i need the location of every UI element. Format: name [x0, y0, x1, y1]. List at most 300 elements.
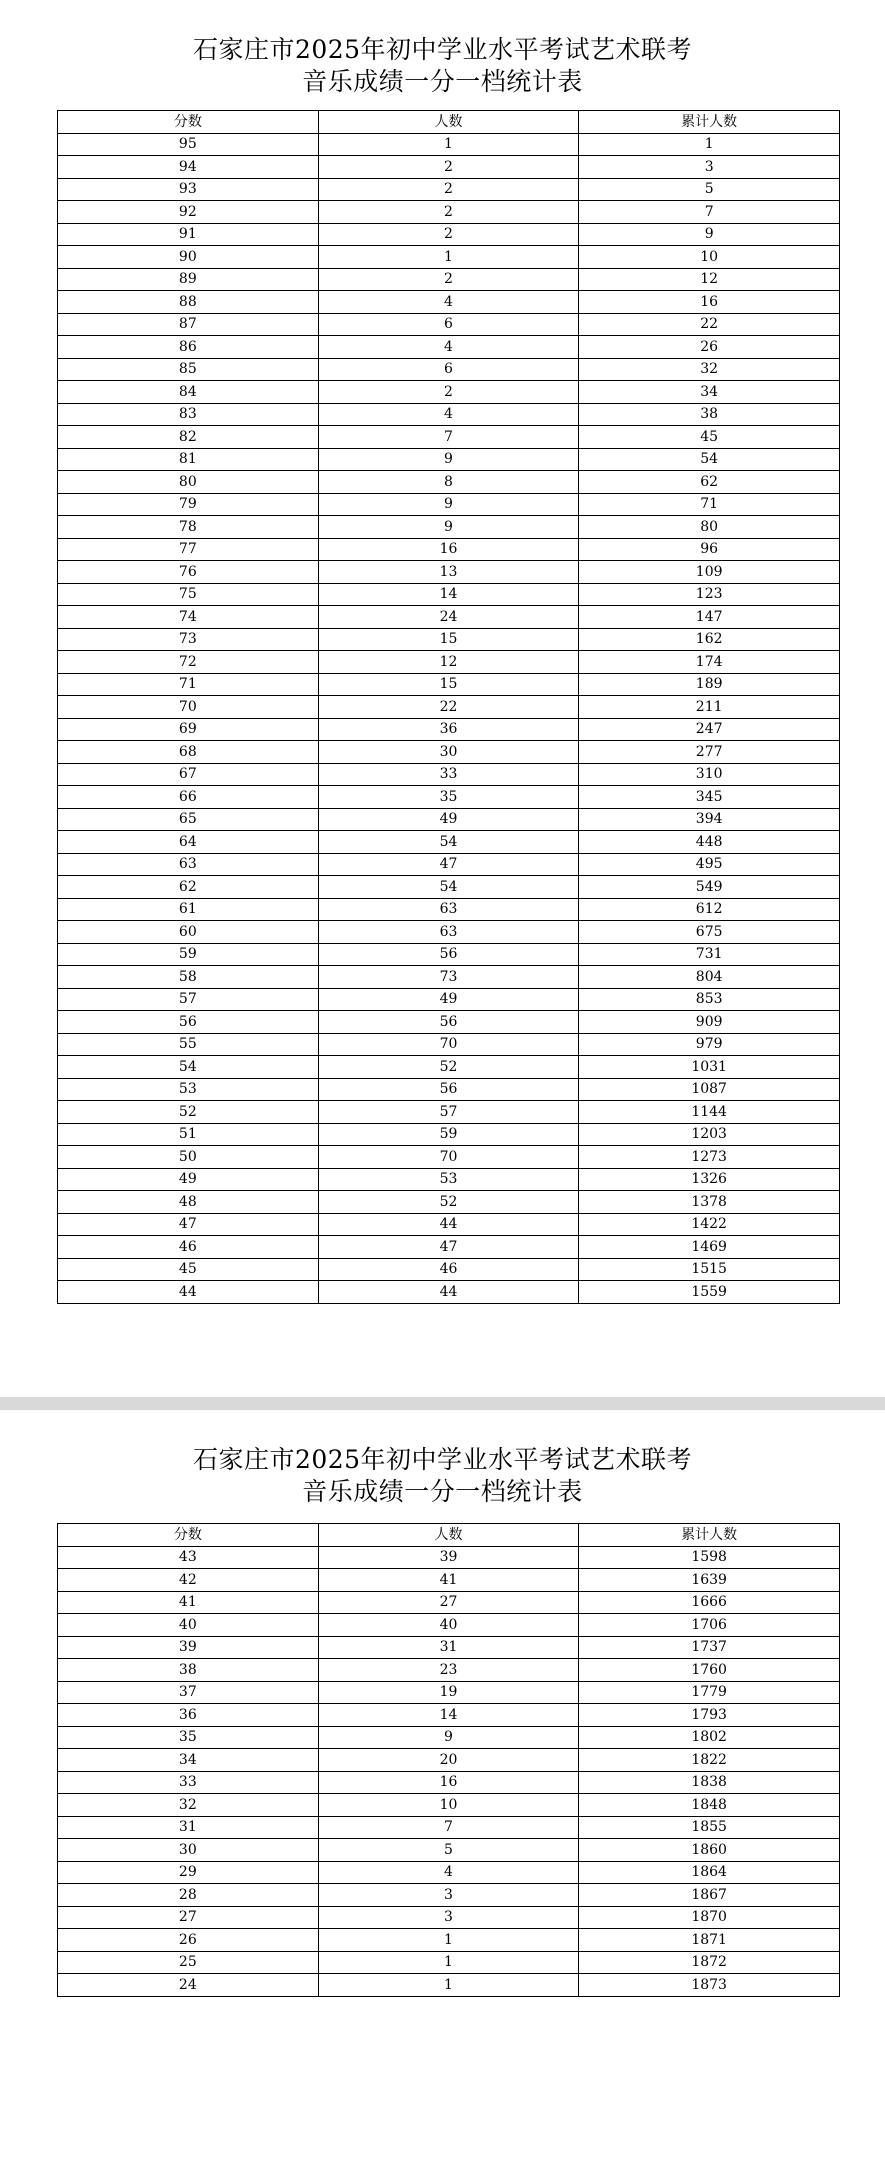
score-cell: 61 — [58, 898, 319, 921]
table-row — [58, 156, 840, 179]
cumulative-cell: 1864 — [579, 1861, 840, 1884]
cumulative-cell: 80 — [579, 516, 840, 539]
count-cell: 49 — [318, 808, 579, 831]
score-table — [57, 110, 840, 1304]
cumulative-cell: 1873 — [579, 1974, 840, 1997]
table-row — [58, 966, 840, 989]
count-cell: 54 — [318, 876, 579, 899]
count-cell: 14 — [318, 583, 579, 606]
cumulative-cell: 10 — [579, 246, 840, 269]
score-cell: 30 — [58, 1839, 319, 1862]
score-cell: 68 — [58, 741, 319, 764]
count-cell: 30 — [318, 741, 579, 764]
cumulative-cell: 147 — [579, 606, 840, 629]
count-cell: 7 — [318, 1816, 579, 1839]
cumulative-cell: 1867 — [579, 1884, 840, 1907]
table-row — [58, 1123, 840, 1146]
score-cell: 93 — [58, 178, 319, 201]
count-cell: 70 — [318, 1146, 579, 1169]
table-row — [58, 831, 840, 854]
cumulative-cell: 549 — [579, 876, 840, 899]
cumulative-cell: 804 — [579, 966, 840, 989]
score-cell: 58 — [58, 966, 319, 989]
count-cell: 57 — [318, 1101, 579, 1124]
count-cell: 20 — [318, 1749, 579, 1772]
score-cell: 75 — [58, 583, 319, 606]
score-cell: 35 — [58, 1726, 319, 1749]
cumulative-cell: 1031 — [579, 1056, 840, 1079]
table-row — [58, 381, 840, 404]
cumulative-cell: 1870 — [579, 1906, 840, 1929]
table-row — [58, 606, 840, 629]
page-title — [0, 34, 885, 98]
title-line-2: 音乐成绩一分一档统计表 — [302, 1477, 583, 1506]
table-row — [58, 1951, 840, 1974]
count-cell: 47 — [318, 853, 579, 876]
page-2 — [0, 1410, 885, 2182]
cumulative-cell: 174 — [579, 651, 840, 674]
count-cell: 52 — [318, 1191, 579, 1214]
table-row — [58, 1704, 840, 1727]
count-cell: 2 — [318, 201, 579, 224]
table-row — [58, 358, 840, 381]
score-cell: 90 — [58, 246, 319, 269]
table-row — [58, 696, 840, 719]
table-row — [58, 651, 840, 674]
score-cell: 85 — [58, 358, 319, 381]
count-cell: 63 — [318, 898, 579, 921]
cumulative-cell: 71 — [579, 493, 840, 516]
score-table — [57, 1523, 840, 1997]
cumulative-cell: 211 — [579, 696, 840, 719]
count-cell: 1 — [318, 246, 579, 269]
cumulative-cell: 1822 — [579, 1749, 840, 1772]
cumulative-cell: 1666 — [579, 1591, 840, 1614]
cumulative-cell: 1855 — [579, 1816, 840, 1839]
score-cell: 44 — [58, 1281, 319, 1304]
cumulative-cell: 9 — [579, 223, 840, 246]
count-cell: 22 — [318, 696, 579, 719]
header-cumulative: 累计人数 — [579, 111, 840, 134]
table-row — [58, 1078, 840, 1101]
table-row — [58, 561, 840, 584]
table-row — [58, 786, 840, 809]
score-cell: 48 — [58, 1191, 319, 1214]
count-cell: 4 — [318, 1861, 579, 1884]
cumulative-cell: 310 — [579, 763, 840, 786]
table-row — [58, 1258, 840, 1281]
score-cell: 45 — [58, 1258, 319, 1281]
count-cell: 73 — [318, 966, 579, 989]
cumulative-cell: 5 — [579, 178, 840, 201]
count-cell: 16 — [318, 538, 579, 561]
table-row — [58, 1884, 840, 1907]
score-cell: 39 — [58, 1636, 319, 1659]
count-cell: 9 — [318, 493, 579, 516]
header-score: 分数 — [58, 1524, 319, 1547]
table-row — [58, 336, 840, 359]
score-cell: 63 — [58, 853, 319, 876]
count-cell: 13 — [318, 561, 579, 584]
score-cell: 70 — [58, 696, 319, 719]
cumulative-cell: 62 — [579, 471, 840, 494]
count-cell: 7 — [318, 426, 579, 449]
table-row — [58, 1213, 840, 1236]
cumulative-cell: 1760 — [579, 1659, 840, 1682]
count-cell: 14 — [318, 1704, 579, 1727]
cumulative-cell: 1639 — [579, 1569, 840, 1592]
cumulative-cell: 1378 — [579, 1191, 840, 1214]
table-row — [58, 1861, 840, 1884]
cumulative-cell: 1793 — [579, 1704, 840, 1727]
score-cell: 74 — [58, 606, 319, 629]
table-row — [58, 1281, 840, 1304]
score-cell: 81 — [58, 448, 319, 471]
count-cell: 31 — [318, 1636, 579, 1659]
table-row — [58, 763, 840, 786]
table-row — [58, 1569, 840, 1592]
score-cell: 50 — [58, 1146, 319, 1169]
cumulative-cell: 448 — [579, 831, 840, 854]
cumulative-cell: 7 — [579, 201, 840, 224]
score-cell: 79 — [58, 493, 319, 516]
score-cell: 64 — [58, 831, 319, 854]
cumulative-cell: 1737 — [579, 1636, 840, 1659]
count-cell: 4 — [318, 403, 579, 426]
score-cell: 95 — [58, 133, 319, 156]
cumulative-cell: 1469 — [579, 1236, 840, 1259]
table-row — [58, 921, 840, 944]
count-cell: 9 — [318, 1726, 579, 1749]
score-cell: 94 — [58, 156, 319, 179]
score-cell: 71 — [58, 673, 319, 696]
cumulative-cell: 277 — [579, 741, 840, 764]
score-cell: 65 — [58, 808, 319, 831]
cumulative-cell: 1872 — [579, 1951, 840, 1974]
table-row — [58, 1056, 840, 1079]
cumulative-cell: 1087 — [579, 1078, 840, 1101]
count-cell: 1 — [318, 1929, 579, 1952]
count-cell: 47 — [318, 1236, 579, 1259]
cumulative-cell: 612 — [579, 898, 840, 921]
cumulative-cell: 109 — [579, 561, 840, 584]
cumulative-cell: 12 — [579, 268, 840, 291]
table-row — [58, 538, 840, 561]
count-cell: 35 — [318, 786, 579, 809]
cumulative-cell: 1848 — [579, 1794, 840, 1817]
score-cell: 72 — [58, 651, 319, 674]
count-cell: 16 — [318, 1771, 579, 1794]
score-cell: 54 — [58, 1056, 319, 1079]
count-cell: 23 — [318, 1659, 579, 1682]
cumulative-cell: 345 — [579, 786, 840, 809]
cumulative-cell: 1838 — [579, 1771, 840, 1794]
cumulative-cell: 1203 — [579, 1123, 840, 1146]
cumulative-cell: 1422 — [579, 1213, 840, 1236]
score-cell: 36 — [58, 1704, 319, 1727]
table-row — [58, 583, 840, 606]
count-cell: 1 — [318, 1974, 579, 1997]
score-cell: 28 — [58, 1884, 319, 1907]
header-row — [58, 1524, 840, 1547]
cumulative-cell: 22 — [579, 313, 840, 336]
table-row — [58, 1146, 840, 1169]
table-row — [58, 943, 840, 966]
cumulative-cell: 16 — [579, 291, 840, 314]
score-cell: 86 — [58, 336, 319, 359]
table-row — [58, 313, 840, 336]
table-row — [58, 1614, 840, 1637]
table-row — [58, 853, 840, 876]
table-row — [58, 403, 840, 426]
score-cell: 78 — [58, 516, 319, 539]
score-cell: 40 — [58, 1614, 319, 1637]
cumulative-cell: 1860 — [579, 1839, 840, 1862]
count-cell: 3 — [318, 1906, 579, 1929]
cumulative-cell: 1598 — [579, 1546, 840, 1569]
table-row — [58, 1906, 840, 1929]
count-cell: 6 — [318, 358, 579, 381]
cumulative-cell: 26 — [579, 336, 840, 359]
count-cell: 24 — [318, 606, 579, 629]
score-cell: 47 — [58, 1213, 319, 1236]
score-cell: 76 — [58, 561, 319, 584]
cumulative-cell: 162 — [579, 628, 840, 651]
header-score: 分数 — [58, 111, 319, 134]
score-cell: 80 — [58, 471, 319, 494]
table-row — [58, 1659, 840, 1682]
score-cell: 59 — [58, 943, 319, 966]
count-cell: 49 — [318, 988, 579, 1011]
score-cell: 32 — [58, 1794, 319, 1817]
table-row — [58, 1929, 840, 1952]
count-cell: 19 — [318, 1681, 579, 1704]
count-cell: 12 — [318, 651, 579, 674]
count-cell: 2 — [318, 381, 579, 404]
count-cell: 8 — [318, 471, 579, 494]
table-row — [58, 1771, 840, 1794]
score-cell: 57 — [58, 988, 319, 1011]
cumulative-cell: 34 — [579, 381, 840, 404]
count-cell: 53 — [318, 1168, 579, 1191]
table-row — [58, 1839, 840, 1862]
table-row — [58, 223, 840, 246]
table-row — [58, 1546, 840, 1569]
cumulative-cell: 394 — [579, 808, 840, 831]
score-cell: 42 — [58, 1569, 319, 1592]
score-cell: 37 — [58, 1681, 319, 1704]
cumulative-cell: 853 — [579, 988, 840, 1011]
count-cell: 3 — [318, 1884, 579, 1907]
title-line-1: 石家庄市2025年初中学业水平考试艺术联考 — [192, 1445, 693, 1474]
count-cell: 6 — [318, 313, 579, 336]
table-row — [58, 291, 840, 314]
count-cell: 41 — [318, 1569, 579, 1592]
table-row — [58, 1236, 840, 1259]
count-cell: 63 — [318, 921, 579, 944]
cumulative-cell: 247 — [579, 718, 840, 741]
count-cell: 9 — [318, 516, 579, 539]
title-line-1: 石家庄市2025年初中学业水平考试艺术联考 — [192, 35, 693, 64]
table-row — [58, 1816, 840, 1839]
count-cell: 9 — [318, 448, 579, 471]
score-cell: 38 — [58, 1659, 319, 1682]
score-cell: 89 — [58, 268, 319, 291]
count-cell: 40 — [318, 1614, 579, 1637]
table-row — [58, 493, 840, 516]
score-cell: 41 — [58, 1591, 319, 1614]
count-cell: 4 — [318, 291, 579, 314]
cumulative-cell: 1559 — [579, 1281, 840, 1304]
table-row — [58, 516, 840, 539]
table-row — [58, 628, 840, 651]
count-cell: 5 — [318, 1839, 579, 1862]
count-cell: 2 — [318, 268, 579, 291]
table-row — [58, 426, 840, 449]
score-cell: 52 — [58, 1101, 319, 1124]
score-cell: 83 — [58, 403, 319, 426]
table-row — [58, 1726, 840, 1749]
score-cell: 43 — [58, 1546, 319, 1569]
cumulative-cell: 1273 — [579, 1146, 840, 1169]
count-cell: 2 — [318, 223, 579, 246]
cumulative-cell: 123 — [579, 583, 840, 606]
score-cell: 24 — [58, 1974, 319, 1997]
count-cell: 27 — [318, 1591, 579, 1614]
table-row — [58, 1033, 840, 1056]
count-cell: 15 — [318, 628, 579, 651]
table-row — [58, 201, 840, 224]
cumulative-cell: 1144 — [579, 1101, 840, 1124]
count-cell: 2 — [318, 156, 579, 179]
table-row — [58, 741, 840, 764]
score-cell: 77 — [58, 538, 319, 561]
score-cell: 51 — [58, 1123, 319, 1146]
cumulative-cell: 3 — [579, 156, 840, 179]
count-cell: 44 — [318, 1213, 579, 1236]
header-cumulative: 累计人数 — [579, 1524, 840, 1547]
count-cell: 52 — [318, 1056, 579, 1079]
cumulative-cell: 731 — [579, 943, 840, 966]
cumulative-cell: 32 — [579, 358, 840, 381]
cumulative-cell: 189 — [579, 673, 840, 696]
score-cell: 27 — [58, 1906, 319, 1929]
count-cell: 56 — [318, 1078, 579, 1101]
cumulative-cell: 1326 — [579, 1168, 840, 1191]
page-separator — [0, 1397, 885, 1410]
table-row — [58, 1011, 840, 1034]
count-cell: 2 — [318, 178, 579, 201]
count-cell: 70 — [318, 1033, 579, 1056]
count-cell: 56 — [318, 943, 579, 966]
score-cell: 53 — [58, 1078, 319, 1101]
table-row — [58, 268, 840, 291]
table-row — [58, 718, 840, 741]
cumulative-cell: 1871 — [579, 1929, 840, 1952]
table-row — [58, 673, 840, 696]
score-cell: 56 — [58, 1011, 319, 1034]
count-cell: 56 — [318, 1011, 579, 1034]
score-cell: 55 — [58, 1033, 319, 1056]
count-cell: 1 — [318, 1951, 579, 1974]
count-cell: 4 — [318, 336, 579, 359]
score-cell: 87 — [58, 313, 319, 336]
count-cell: 46 — [318, 1258, 579, 1281]
table-row — [58, 1749, 840, 1772]
header-count: 人数 — [318, 111, 579, 134]
cumulative-cell: 495 — [579, 853, 840, 876]
cumulative-cell: 38 — [579, 403, 840, 426]
score-cell: 49 — [58, 1168, 319, 1191]
score-cell: 31 — [58, 1816, 319, 1839]
page-title — [0, 1444, 885, 1508]
table-row — [58, 1794, 840, 1817]
score-cell: 33 — [58, 1771, 319, 1794]
score-cell: 84 — [58, 381, 319, 404]
score-cell: 69 — [58, 718, 319, 741]
title-line-2: 音乐成绩一分一档统计表 — [302, 67, 583, 96]
score-cell: 88 — [58, 291, 319, 314]
cumulative-cell: 96 — [579, 538, 840, 561]
count-cell: 44 — [318, 1281, 579, 1304]
score-cell: 60 — [58, 921, 319, 944]
table-row — [58, 178, 840, 201]
table-row — [58, 1168, 840, 1191]
count-cell: 33 — [318, 763, 579, 786]
table-row — [58, 876, 840, 899]
cumulative-cell: 909 — [579, 1011, 840, 1034]
count-cell: 59 — [318, 1123, 579, 1146]
score-cell: 26 — [58, 1929, 319, 1952]
score-cell: 46 — [58, 1236, 319, 1259]
cumulative-cell: 1802 — [579, 1726, 840, 1749]
table-row — [58, 1101, 840, 1124]
cumulative-cell: 54 — [579, 448, 840, 471]
table-row — [58, 1591, 840, 1614]
table-row — [58, 448, 840, 471]
header-row — [58, 111, 840, 134]
count-cell: 36 — [318, 718, 579, 741]
table-row — [58, 246, 840, 269]
score-cell: 66 — [58, 786, 319, 809]
cumulative-cell: 675 — [579, 921, 840, 944]
score-cell: 67 — [58, 763, 319, 786]
score-cell: 62 — [58, 876, 319, 899]
table-row — [58, 898, 840, 921]
score-cell: 25 — [58, 1951, 319, 1974]
table-row — [58, 1636, 840, 1659]
cumulative-cell: 1779 — [579, 1681, 840, 1704]
header-count: 人数 — [318, 1524, 579, 1547]
cumulative-cell: 45 — [579, 426, 840, 449]
table-row — [58, 988, 840, 1011]
score-cell: 34 — [58, 1749, 319, 1772]
score-cell: 73 — [58, 628, 319, 651]
score-cell: 91 — [58, 223, 319, 246]
score-cell: 29 — [58, 1861, 319, 1884]
table-row — [58, 1191, 840, 1214]
score-cell: 82 — [58, 426, 319, 449]
table-row — [58, 808, 840, 831]
count-cell: 10 — [318, 1794, 579, 1817]
table-row — [58, 133, 840, 156]
cumulative-cell: 1515 — [579, 1258, 840, 1281]
cumulative-cell: 1706 — [579, 1614, 840, 1637]
count-cell: 15 — [318, 673, 579, 696]
cumulative-cell: 979 — [579, 1033, 840, 1056]
count-cell: 54 — [318, 831, 579, 854]
table-row — [58, 1974, 840, 1997]
